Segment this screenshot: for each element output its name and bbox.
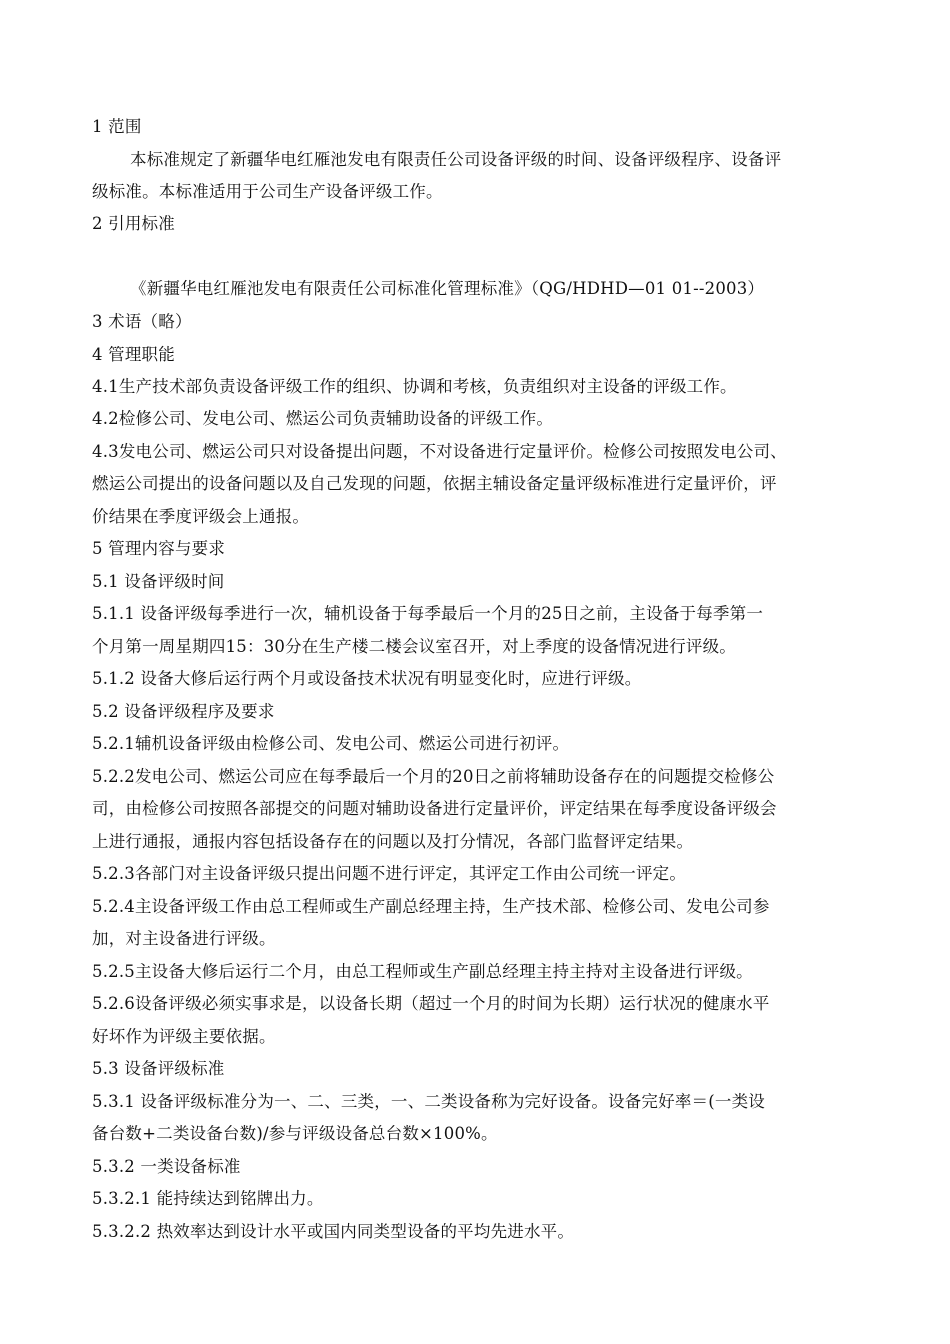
section-heading: 5.2 设备评级程序及要求 (92, 702, 275, 721)
paragraph-line: 5.2.4主设备评级工作由总工程师或生产副总经理主持，生产技术部、检修公司、发电公司参 (92, 897, 770, 916)
paragraph-line: 加，对主设备进行评级。 (92, 929, 276, 948)
section-heading: 5.1 设备评级时间 (92, 572, 225, 591)
paragraph-line: 4.2检修公司、发电公司、燃运公司负责辅助设备的评级工作。 (92, 409, 554, 428)
heading-scope: 1 范围 (92, 117, 142, 136)
paragraph-line: 备台数+二类设备台数)/参与评级设备总台数×100%。 (92, 1124, 498, 1143)
paragraph-line: 5.3.2.2 热效率达到设计水平或国内同类型设备的平均先进水平。 (92, 1222, 575, 1241)
paragraph-line: 5.1.1 设备评级每季进行一次，辅机设备于每季最后一个月的25日之前，主设备于每季第一 (92, 604, 764, 623)
paragraph-line: 好坏作为评级主要依据。 (92, 1027, 276, 1046)
section-heading: 5.3.2 一类设备标准 (92, 1157, 241, 1176)
paragraph-line: 4.1生产技术部负责设备评级工作的组织、协调和考核，负责组织对主设备的评级工作。 (92, 377, 737, 396)
paragraph-line: 5.2.5主设备大修后运行二个月，由总工程师或生产副总经理主持主持对主设备进行评级。 (92, 962, 753, 981)
paragraph-line: 司，由检修公司按照各部提交的问题对辅助设备进行定量评价，评定结果在每季度设备评级会 (92, 799, 777, 818)
section-heading: 5.3 设备评级标准 (92, 1059, 225, 1078)
paragraph-line: 本标准规定了新疆华电红雁池发电有限责任公司设备评级的时间、设备评级程序、设备评 (130, 150, 782, 169)
paragraph-line: 级标准。本标准适用于公司生产设备评级工作。 (92, 182, 443, 201)
reference-line: 《新疆华电红雁池发电有限责任公司标准化管理标准》（QG/HDHD—01 01--2003） (130, 279, 765, 298)
heading-references: 2 引用标准 (92, 214, 175, 233)
heading-functions: 4 管理职能 (92, 345, 175, 364)
paragraph-line: 5.1.2 设备大修后运行两个月或设备技术状况有明显变化时，应进行评级。 (92, 669, 642, 688)
paragraph-line: 个月第一周星期四15：30分在生产楼二楼会议室召开，对上季度的设备情况进行评级。 (92, 637, 736, 656)
paragraph-line: 5.2.3各部门对主设备评级只提出问题不进行评定，其评定工作由公司统一评定。 (92, 864, 687, 883)
paragraph-line: 5.2.2发电公司、燃运公司应在每季最后一个月的20日之前将辅助设备存在的问题提交检修公 (92, 767, 775, 786)
paragraph-line: 5.3.2.1 能持续达到铭牌出力。 (92, 1189, 324, 1208)
paragraph-line: 上进行通报，通报内容包括设备存在的问题以及打分情况，各部门监督评定结果。 (92, 832, 694, 851)
paragraph-line: 5.2.6设备评级必须实事求是，以设备长期（超过一个月的时间为长期）运行状况的健康水平 (92, 994, 770, 1013)
paragraph-line: 5.3.1 设备评级标准分为一、二、三类，一、二类设备称为完好设备。设备完好率＝(一类设 (92, 1092, 765, 1111)
heading-management: 5 管理内容与要求 (92, 539, 226, 558)
paragraph-line: 价结果在季度评级会上通报。 (92, 507, 310, 526)
paragraph-line: 4.3发电公司、燃运公司只对设备提出问题，不对设备进行定量评价。检修公司按照发电公司、 (92, 442, 787, 461)
paragraph-line: 燃运公司提出的设备问题以及自己发现的问题，依据主辅设备定量评级标准进行定量评价，评 (92, 474, 777, 493)
paragraph-line: 5.2.1辅机设备评级由检修公司、发电公司、燃运公司进行初评。 (92, 734, 570, 753)
heading-terms: 3 术语（略） (92, 312, 192, 331)
